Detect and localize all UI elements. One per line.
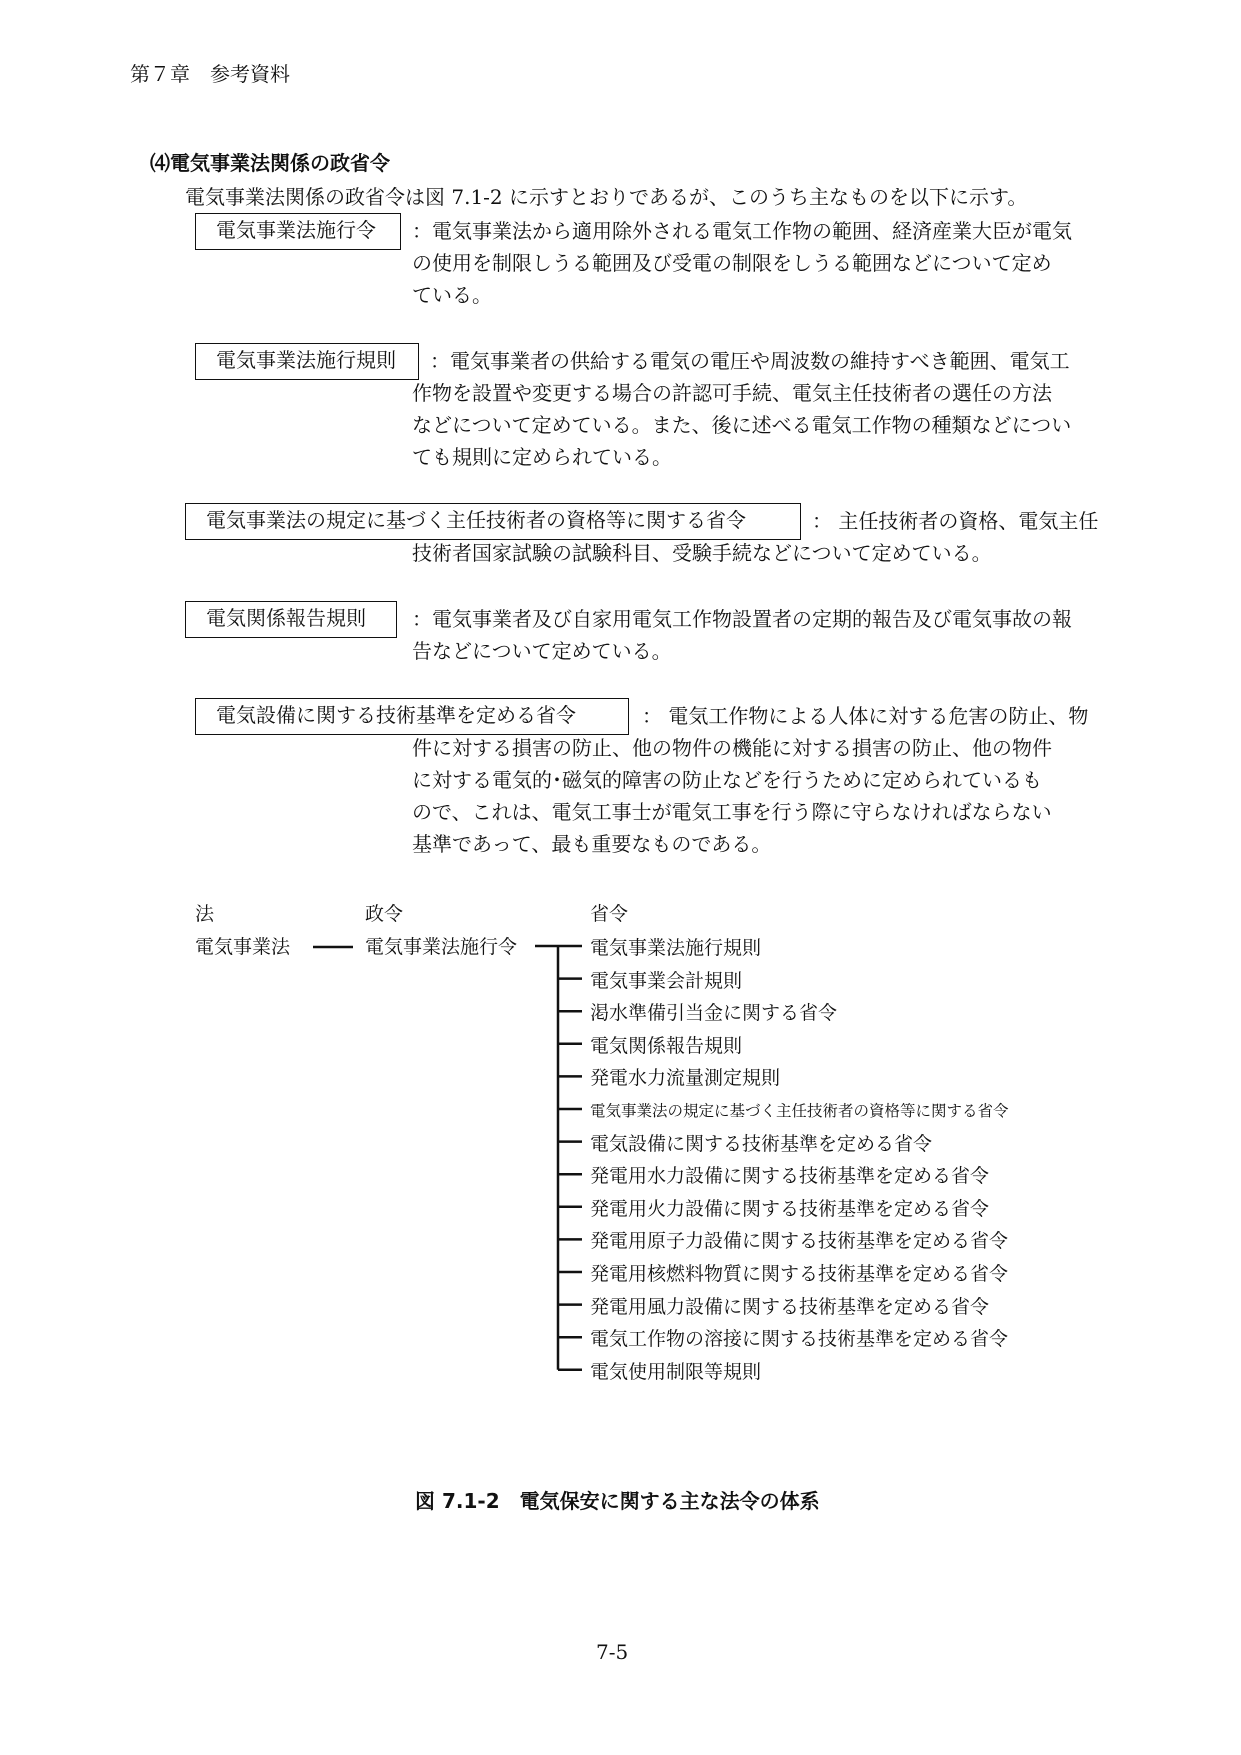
ministerial-order-item: 発電用核燃料物質に関する技術基準を定める省令 bbox=[590, 1263, 1009, 1285]
ministerial-order-item: 電気事業法施行規則 bbox=[590, 937, 762, 959]
description-line: ので、これは、電気工事士が電気工事を行う際に守らなければならない bbox=[412, 800, 1052, 824]
ministerial-order-item: 電気関係報告規則 bbox=[590, 1034, 743, 1057]
ministerial-order-item: 電気使用制限等規則 bbox=[590, 1360, 762, 1383]
section-title: ⑷電気事業法関係の政省令 bbox=[150, 151, 390, 175]
description-line: ている。 bbox=[412, 283, 492, 307]
column-header-ministerial-order: 省令 bbox=[590, 903, 629, 925]
term-label: 電気設備に関する技術基準を定める省令 bbox=[216, 703, 576, 727]
description-line: 基準であって、最も重要なものである。 bbox=[412, 832, 772, 856]
ministerial-order-item: 電気工作物の溶接に関する技術基準を定める省令 bbox=[590, 1328, 1009, 1351]
term-label: 電気事業法施行令 bbox=[216, 218, 376, 242]
description-line: に対する電気的･磁気的障害の防止などを行うために定められているも bbox=[412, 768, 1042, 792]
ministerial-order-item: 発電用火力設備に関する技術基準を定める省令 bbox=[590, 1197, 990, 1220]
ministerial-order-item: 発電用原子力設備に関する技術基準を定める省令 bbox=[590, 1230, 1009, 1253]
description-line: 作物を設置や変更する場合の許認可手続、電気主任技術者の選任の方法 bbox=[412, 381, 1052, 405]
description-line: ：電気事業法から適用除外される電気工作物の範囲、経済産業大臣が電気 bbox=[412, 219, 1072, 243]
description-line: ても規則に定められている。 bbox=[412, 445, 672, 469]
term-label: 電気関係報告規則 bbox=[206, 606, 366, 630]
term-label: 電気事業法施行規則 bbox=[216, 348, 396, 372]
description-line: ： 主任技術者の資格、電気主任 bbox=[812, 509, 1099, 533]
law-node: 電気事業法 bbox=[195, 936, 291, 958]
column-header-law: 法 bbox=[195, 903, 215, 925]
intro-paragraph: 電気事業法関係の政省令は図 7.1-2 に示すとおりであるが、このうち主なものを以下に示す。 bbox=[185, 185, 1028, 209]
description-line: 技術者国家試験の試験科目、受験手続などについて定めている。 bbox=[412, 541, 992, 565]
description-line: などについて定めている。また、後に述べる電気工作物の種類などについ bbox=[412, 413, 1072, 437]
cabinet-order-node: 電気事業法施行令 bbox=[365, 936, 518, 958]
description-line: ：電気事業者の供給する電気の電圧や周波数の維持すべき範囲、電気工 bbox=[430, 349, 1070, 373]
figure-caption: 図 7.1-2 電気保安に関する主な法令の体系 bbox=[415, 1489, 820, 1513]
term-label: 電気事業法の規定に基づく主任技術者の資格等に関する省令 bbox=[206, 508, 746, 532]
ministerial-order-item: 発電用風力設備に関する技術基準を定める省令 bbox=[590, 1295, 990, 1318]
page-number: 7-5 bbox=[596, 1640, 629, 1664]
chapter-header: 第７章 参考資料 bbox=[130, 62, 290, 86]
ministerial-order-item: 発電水力流量測定規則 bbox=[590, 1067, 781, 1090]
description-line: ： 電気工作物による人体に対する危害の防止、物 bbox=[642, 704, 1089, 728]
ministerial-order-item: 渇水準備引当金に関する省令 bbox=[590, 1002, 838, 1025]
description-line: ：電気事業者及び自家用電気工作物設置者の定期的報告及び電気事故の報 bbox=[412, 607, 1072, 631]
ministerial-order-item: 電気事業法の規定に基づく主任技術者の資格等に関する省令 bbox=[590, 1102, 1009, 1120]
column-header-cabinet-order: 政令 bbox=[365, 903, 404, 925]
ministerial-order-item: 電気設備に関する技術基準を定める省令 bbox=[590, 1132, 933, 1155]
ministerial-order-item: 電気事業会計規則 bbox=[590, 969, 743, 992]
description-line: 告などについて定めている。 bbox=[412, 639, 672, 663]
description-line: の使用を制限しうる範囲及び受電の制限をしうる範囲などについて定め bbox=[412, 251, 1052, 275]
description-line: 件に対する損害の防止、他の物件の機能に対する損害の防止、他の物件 bbox=[412, 736, 1052, 760]
ministerial-order-item: 発電用水力設備に関する技術基準を定める省令 bbox=[590, 1165, 990, 1188]
